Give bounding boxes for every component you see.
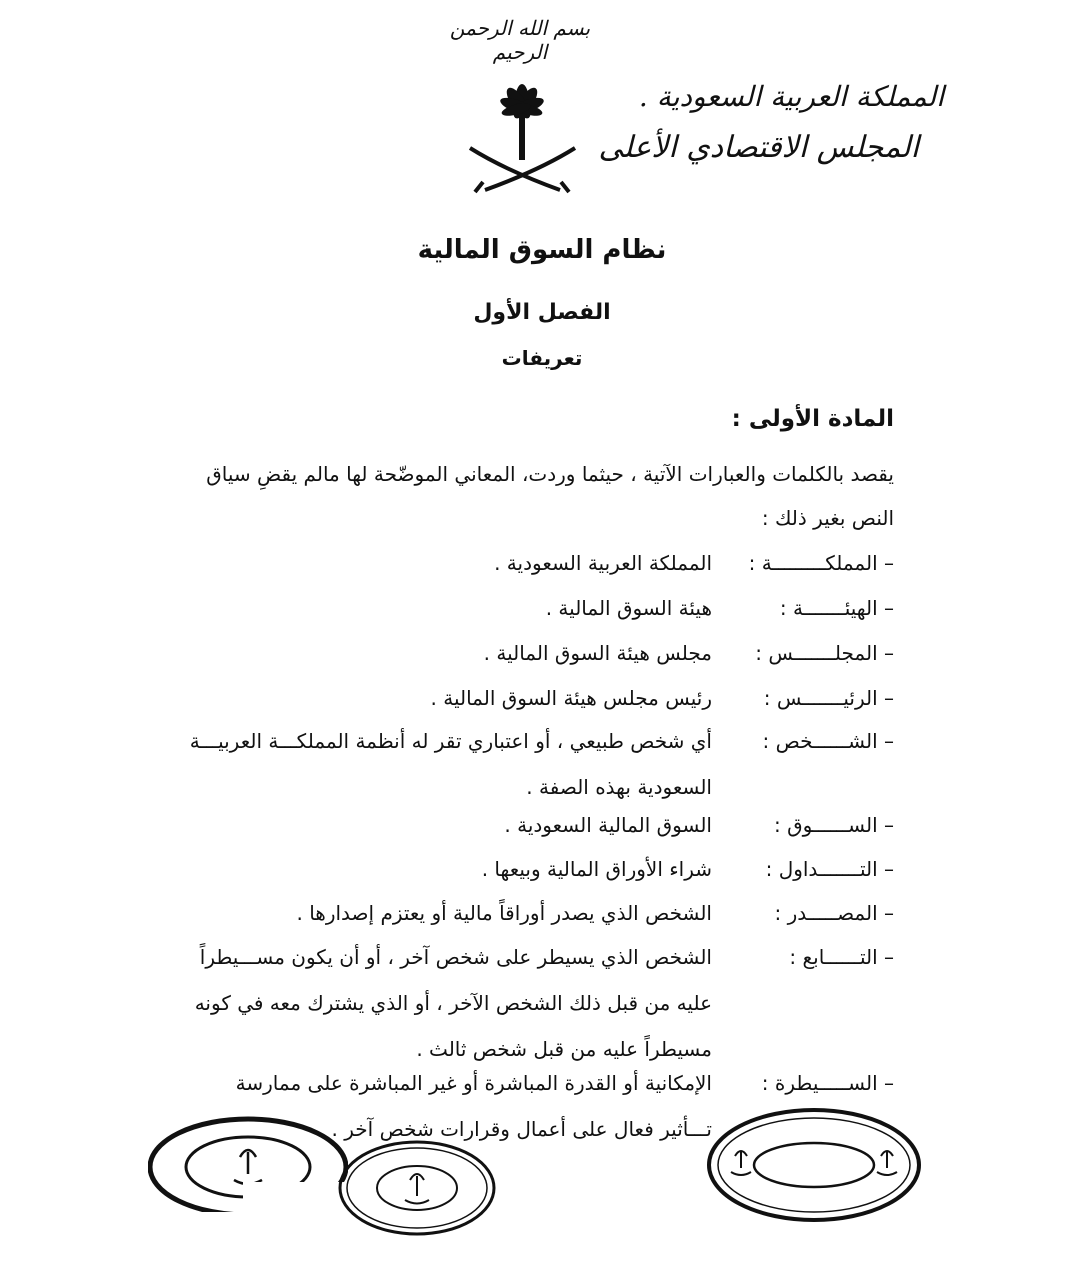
definition-term: – المجلـــــــس : <box>755 641 894 665</box>
definition-meaning: السوق المالية السعودية . <box>504 813 712 837</box>
chapter-heading: الفصل الأول <box>473 300 611 325</box>
intro-paragraph: يقصد بالكلمات والعبارات الآتية ، حيثما وردت، المعاني الموضّحة لها مالم يقضِ سياق النص بغير ذلك : <box>206 462 894 530</box>
kingdom-name: المملكة العربية السعودية . <box>638 80 944 113</box>
scan-footer-strip <box>0 1254 1084 1264</box>
definition-term: – التـــــــداول : <box>765 857 894 881</box>
cabinet-seal-icon <box>337 1138 497 1238</box>
chapter-subtitle: تعريفات <box>501 346 583 370</box>
definition-meaning: مجلس هيئة السوق المالية . <box>483 641 712 665</box>
definition-term: – الشــــــخص : <box>762 729 894 753</box>
definition-meaning: الشخص الذي يسيطر على شخص آخر ، أو أن يكون مســـيطراً عليه من قبل ذلك الشخص الآخر ، أو الذي يشترك معه في كونه مسيطراً عليه من قبل شخص ثالث . <box>194 945 712 1061</box>
definition-meaning: المملكة العربية السعودية . <box>494 551 712 575</box>
definition-meaning: هيئة السوق المالية . <box>545 596 712 620</box>
definition-meaning: الشخص الذي يصدر أوراقاً مالية أو يعتزم إصدارها . <box>296 901 712 925</box>
definition-meaning: الإمكانية أو القدرة المباشرة أو غير المباشرة على ممارسة تـــأثير فعال على أعمال وقرارات شخص آخر . <box>235 1071 712 1141</box>
definition-term: – المملكـــــــــة : <box>748 551 894 575</box>
definition-term: – التــــــابع : <box>789 945 894 969</box>
definition-meaning: شراء الأوراق المالية وبيعها . <box>481 857 712 881</box>
definition-term: – الهيئـــــــة : <box>779 596 894 620</box>
document-title: نظام السوق المالية <box>417 235 667 265</box>
true-copy-seal-icon <box>705 1106 923 1224</box>
basmala: بسم الله الرحمن الرحيم <box>449 16 591 64</box>
article-heading: المادة الأولى : <box>731 406 894 432</box>
definition-meaning: أي شخص طبيعي ، أو اعتباري تقر له أنظمة المملكـــة العربيـــة السعودية بهذه الصفة . <box>189 729 712 799</box>
saudi-emblem-icon <box>465 78 580 198</box>
council-seal-icon <box>148 1112 348 1212</box>
definition-term: – الســــــوق : <box>774 813 894 837</box>
definition-meaning: رئيس مجلس هيئة السوق المالية . <box>430 686 712 710</box>
definition-term: – الســـــيطرة : <box>761 1071 894 1095</box>
definition-term: – المصـــــدر : <box>774 901 894 925</box>
definition-term: – الرئيـــــــس : <box>763 686 894 710</box>
council-name: المجلس الاقتصادي الأعلى <box>598 130 919 165</box>
